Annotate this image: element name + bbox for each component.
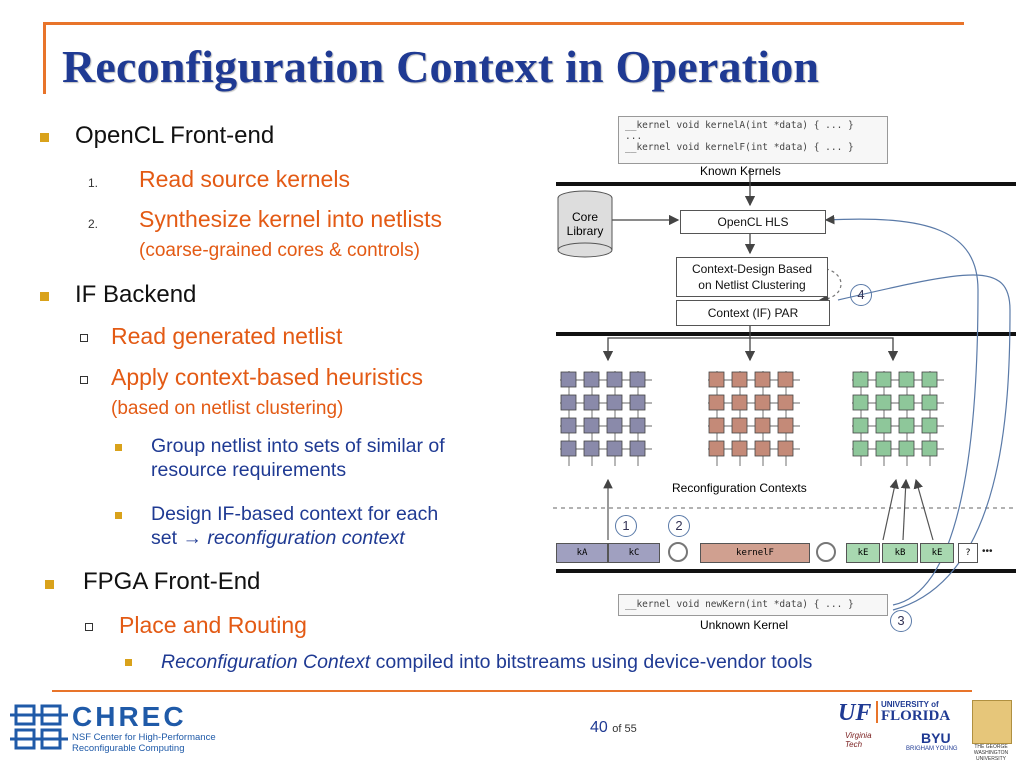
- step-4-badge: 4: [850, 284, 872, 306]
- chrec-logo-icon: [10, 700, 70, 756]
- byu-subtitle: BRIGHAM YOUNG: [906, 746, 958, 752]
- gwu-portrait-icon: [972, 700, 1012, 744]
- item-place-routing: Place and Routing: [119, 612, 307, 638]
- grid-purple: [557, 368, 657, 472]
- cell-ke: kE: [846, 543, 880, 563]
- known-kernels-code: __kernel void kernelA(int *data) { ... } ... __kernel void kernelF(int *data) { ... }: [618, 116, 888, 164]
- uf-logo: UF: [838, 700, 872, 726]
- item-read-netlist: Read generated netlist: [111, 323, 343, 349]
- item-synthesize-kernel: Synthesize kernel into netlists: [139, 206, 442, 232]
- list-number: 2.: [88, 217, 99, 231]
- gwu-text: THE GEORGE WASHINGTON UNIVERSITY: [973, 744, 1009, 762]
- page-number: 40 of 55: [590, 719, 637, 736]
- bullet-marker: [45, 580, 54, 589]
- step-1-badge: 1: [615, 515, 637, 537]
- title-frame-top: [43, 22, 964, 25]
- bullet-if-backend: IF Backend: [75, 281, 197, 308]
- context-design-box: Context-Design Based on Netlist Clustering: [676, 257, 828, 297]
- cell-kc: kC: [608, 543, 660, 563]
- bullet-opencl-frontend: OpenCL Front-end: [75, 122, 275, 149]
- grid-green: [852, 371, 944, 466]
- hollow-bullet-marker: [80, 376, 88, 384]
- hollow-bullet-marker: [85, 623, 93, 631]
- core-library-label: Core Library: [566, 210, 604, 238]
- step-2-badge: 2: [668, 515, 690, 537]
- opencl-hls-box: OpenCL HLS: [680, 210, 826, 234]
- reconfig-context-grids: [555, 366, 955, 476]
- uf-florida: FLORIDA: [881, 708, 951, 724]
- context-par-box: Context (IF) PAR: [676, 300, 830, 326]
- unknown-kernel-code: __kernel void newKern(int *data) { ... }: [618, 594, 888, 616]
- reconfig-contexts-label: Reconfiguration Contexts: [672, 481, 807, 495]
- item-compiled-bitstreams: Reconfiguration Context compiled into bitstreams using device-vendor tools: [161, 651, 813, 673]
- item-design-context: Design IF-based context for each set → reconfiguration context: [151, 503, 439, 550]
- step-3-badge: 3: [890, 610, 912, 632]
- cell-unknown: ?: [958, 543, 978, 563]
- grid-brown: [708, 371, 800, 466]
- cell-ke-2: kE: [920, 543, 954, 563]
- chrec-logo-text: CHREC: [72, 701, 187, 732]
- title-frame-left: [43, 22, 46, 94]
- arrow-right-icon: →: [182, 527, 202, 550]
- known-kernels-label: Known Kernels: [700, 164, 781, 178]
- vt-logo: Virginia Tech: [845, 731, 872, 749]
- bullet-fpga-frontend: FPGA Front-End: [83, 568, 261, 595]
- cell-kb: kB: [882, 543, 918, 563]
- bullet-marker: [40, 292, 49, 301]
- item-read-source-kernels: Read source kernels: [139, 166, 350, 192]
- list-number: 1.: [88, 176, 99, 190]
- item-group-netlist: Group netlist into sets of similar of resource requirements: [151, 435, 445, 482]
- unknown-kernel-label: Unknown Kernel: [700, 618, 789, 632]
- cell-ka: kA: [556, 543, 608, 563]
- hollow-bullet-marker: [80, 334, 88, 342]
- bullet-marker: [125, 659, 132, 666]
- cell-kernelf: kernelF: [700, 543, 810, 563]
- item-apply-heuristics: Apply context-based heuristics: [111, 364, 423, 390]
- item-apply-heuristics-sub: (based on netlist clustering): [111, 398, 344, 419]
- reconfig-gear-icon: [668, 542, 688, 562]
- item-synthesize-sub: (coarse-grained cores & controls): [139, 240, 420, 261]
- reconfig-gear-icon: [816, 542, 836, 562]
- bullet-marker: [115, 512, 122, 519]
- uf-university: UNIVERSITY of: [881, 700, 939, 709]
- bullet-marker: [115, 444, 122, 451]
- footer-line: [52, 690, 972, 692]
- chrec-subtitle: NSF Center for High-Performance Reconfigurable Computing: [72, 732, 216, 754]
- byu-logo: BYU: [921, 730, 951, 746]
- uf-divider: [876, 701, 878, 723]
- slide-title: Reconfiguration Context in Operation: [62, 41, 820, 92]
- bullet-marker: [40, 133, 49, 142]
- ellipsis: •••: [982, 546, 993, 557]
